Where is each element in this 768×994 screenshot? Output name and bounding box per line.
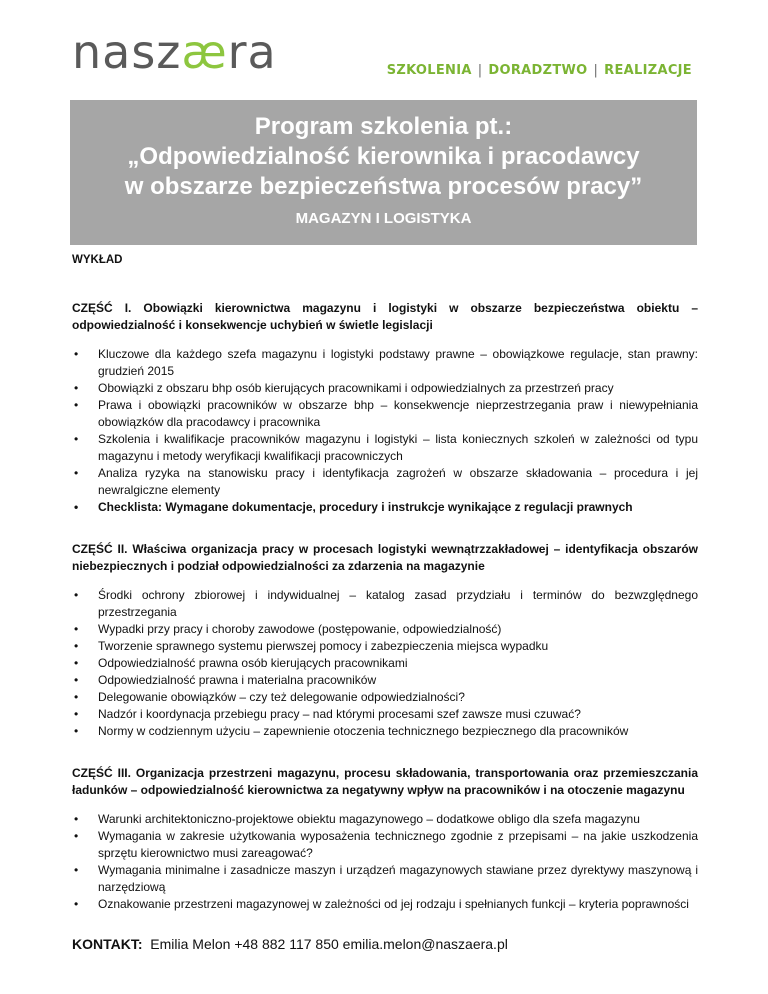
list-item-text: Delegowanie obowiązków – czy też delegowanie odpowiedzialności? [98, 690, 465, 704]
list-item-text: Wymagania w zakresie użytkowania wyposażenia technicznego zgodnie z przepisami – na jakie uszkodzenia sprzętu kierownictwo musi zareagować? [98, 829, 698, 860]
list-item [72, 811, 698, 828]
list-item-text: Kluczowe dla każdego szefa magazynu i logistyki podstawy prawne – obowiązkowe regulacje, stan prawny: grudzień 2015 [98, 347, 698, 378]
contact-label: KONTAKT: [72, 936, 143, 952]
banner-title-line-3: w obszarze bezpieczeństwa procesów pracy” [124, 173, 643, 200]
list-item [72, 689, 698, 706]
bullet-icon: • [74, 466, 79, 480]
bullet-icon: • [74, 381, 79, 395]
list-item-text: Wymagania minimalne i zasadnicze maszyn i urządzeń magazynowych stawiane przez dyrektywy maszynową i narzędziową [98, 863, 698, 894]
list-item [72, 672, 698, 689]
bullet-icon: • [74, 398, 79, 412]
list-item [72, 655, 698, 672]
list-item-text: Odpowiedzialność prawna osób kierujących pracownikami [98, 656, 408, 670]
bullet-icon: • [74, 690, 79, 704]
list-item [72, 621, 698, 638]
bullet-icon: • [74, 588, 79, 602]
list-item-text: Normy w codziennym użyciu – zapewnienie otoczenia technicznego bezpiecznego dla pracowników [98, 724, 629, 738]
logo [72, 24, 277, 80]
list-item-text: Tworzenie sprawnego systemu pierwszej pomocy i zabezpieczenia miejsca wypadku [98, 639, 549, 653]
list-item [72, 465, 698, 499]
bullet-icon: • [74, 639, 79, 653]
list-item [72, 896, 698, 913]
list-item-checklist [72, 499, 698, 516]
tagline-separator-2: | [593, 63, 599, 78]
bullet-icon: • [74, 347, 79, 361]
list-item [72, 706, 698, 723]
bullet-icon: • [74, 724, 79, 738]
list-item-text: Środki ochrony zbiorowej i indywidualnej – katalog zasad przydziału i terminów do bezwzględnego przestrzegania [98, 588, 698, 619]
bullet-icon: • [74, 673, 79, 687]
bullet-icon: • [74, 829, 79, 843]
list-item-text: Odpowiedzialność prawna i materialna pracowników [98, 673, 377, 687]
contact-line [72, 936, 508, 952]
part-1-heading: CZĘŚĆ I. Obowiązki kierownictwa magazynu i logistyki w obszarze bezpieczeństwa obiektu – odpowiedzialność i konsekwencje uchybień w świetle legislacji [72, 301, 698, 332]
list-item [72, 587, 698, 621]
part-2-heading: CZĘŚĆ II. Właściwa organizacja pracy w procesach logistyki wewnątrzzakładowej – identyfikacja obszarów niebezpiecznych i podział odpowiedzialności za zdarzenia na magazynie [72, 542, 698, 573]
part-2-list [72, 587, 698, 740]
bullet-icon: • [74, 812, 79, 826]
tagline [387, 63, 692, 78]
bullet-icon: • [74, 897, 79, 911]
list-item-text: Analiza ryzyka na stanowisku pracy i identyfikacja zagrożeń w obszarze składowania – procedura i jej newralgiczne elementy [98, 466, 698, 497]
part-3-heading: CZĘŚĆ III. Organizacja przestrzeni magazynu, procesu składowania, transportowania oraz przemieszczania ładunków – odpowiedzialność kierownictwa za negatywny wpływ na pracowników i na otoczenie magazynu [72, 766, 698, 797]
list-item [72, 380, 698, 397]
bullet-icon: • [74, 863, 79, 877]
tagline-item-3: REALIZACJE [604, 63, 692, 78]
tagline-item-1: SZKOLENIA [386, 63, 472, 78]
banner-title-line-1: Program szkolenia pt.: [254, 113, 513, 140]
list-item-text: Checklista: Wymagane dokumentacje, procedury i instrukcje wynikające z regulacji prawnych [98, 500, 633, 514]
list-item [72, 346, 698, 380]
logo-accent: æ [181, 25, 228, 79]
contact-details: Emilia Melon +48 882 117 850 emilia.melon@naszaera.pl [150, 936, 508, 952]
list-item [72, 397, 698, 431]
list-item-text: Nadzór i koordynacja przebiegu pracy – nad którymi procesami szef zawsze musi czuwać? [98, 707, 581, 721]
bullet-icon: • [74, 656, 79, 670]
list-item [72, 862, 698, 896]
list-item-text: Warunki architektoniczno-projektowe obiektu magazynowego – dodatkowe obligo dla szefa magazynu [98, 812, 640, 826]
part-3-list [72, 811, 698, 913]
bullet-icon: • [74, 622, 79, 636]
bullet-icon: • [74, 500, 79, 514]
title-banner [70, 100, 697, 245]
lecture-label: WYKŁAD [72, 254, 123, 266]
list-item-text: Wypadki przy pracy i choroby zawodowe (postępowanie, odpowiedzialność) [98, 622, 502, 636]
list-item [72, 638, 698, 655]
list-item-text: Szkolenia i kwalifikacje pracowników magazynu i logistyki – lista koniecznych szkoleń w zależności od typu magazynu i metody weryfikacji kwalifikacji pracowniczych [98, 432, 698, 463]
list-item [72, 723, 698, 740]
list-item [72, 828, 698, 862]
logo-text-2: ra [227, 25, 277, 79]
list-item-text: Oznakowanie przestrzeni magazynowej w zależności od jej rodzaju i spełnianych funkcji – kryteria poprawności [98, 897, 689, 911]
list-item-text: Prawa i obowiązki pracowników w obszarze bhp – konsekwencje nieprzestrzegania praw i niewypełniania obowiązków dla pracodawcy i pracownika [98, 398, 698, 429]
banner-title-line-2: „Odpowiedzialność kierownika i pracodawcy [127, 143, 640, 170]
bullet-icon: • [74, 432, 79, 446]
tagline-separator-1: | [477, 63, 483, 78]
bullet-icon: • [74, 707, 79, 721]
banner-subtitle: MAGAZYN I LOGISTYKA [295, 210, 472, 227]
part-1-list [72, 346, 698, 516]
list-item [72, 431, 698, 465]
program-content [72, 252, 698, 938]
list-item-text: Obowiązki z obszaru bhp osób kierujących pracownikami i odpowiedzialnych za przestrzeń pracy [98, 381, 614, 395]
tagline-item-2: DORADZTWO [488, 63, 588, 78]
logo-text-1: nasz [72, 25, 182, 79]
